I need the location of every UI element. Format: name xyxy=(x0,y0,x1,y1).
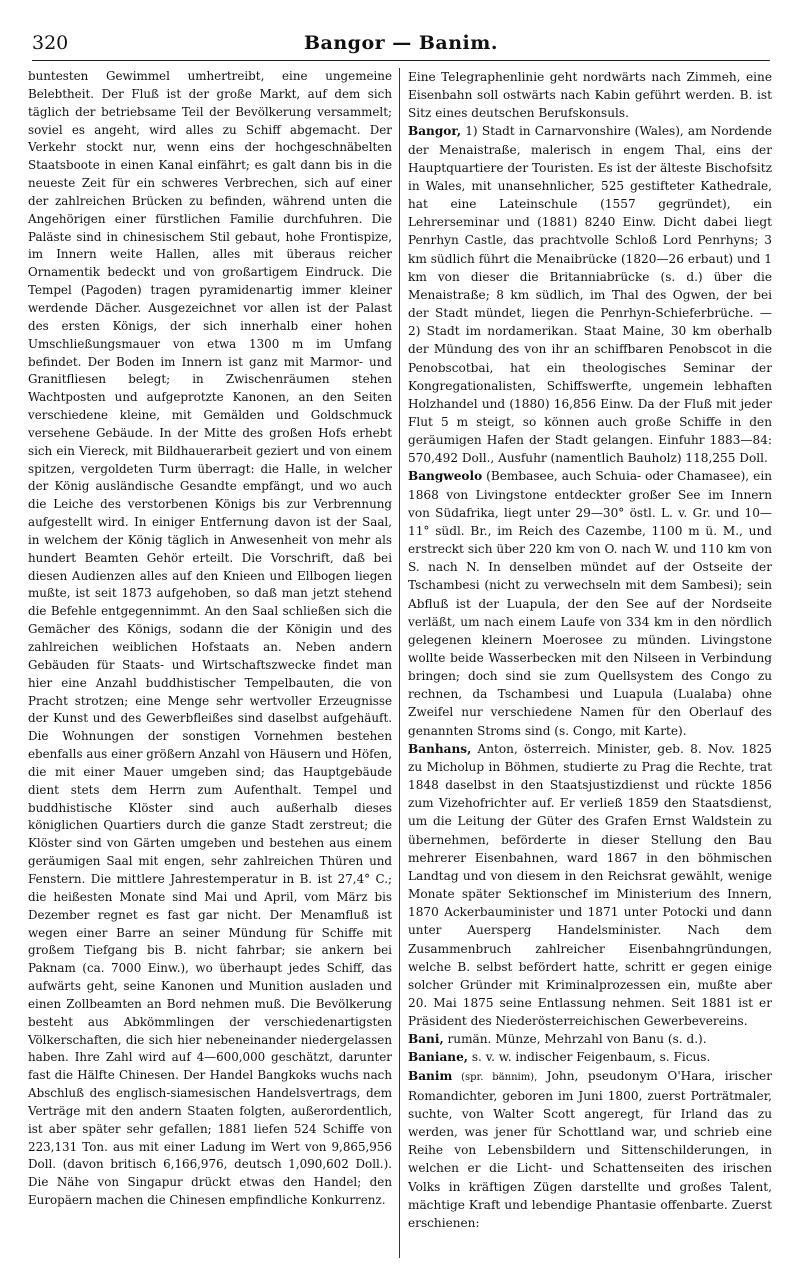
entry-banhans xyxy=(408,740,772,1031)
column-divider xyxy=(399,68,400,1258)
right-column-intro: Eine Telegraphenlinie geht nordwärts nach Zimmeh, eine Eisenbahn soll ostwärts nach Kabin geführt werden. B. ist Sitz eines deutschen Berufskonsuls. xyxy=(408,70,772,121)
entry-headword: Banhans, xyxy=(408,741,472,756)
entry-text: rumän. Münze, Mehrzahl von Banu (s. d.). xyxy=(443,1032,707,1047)
entry-headword: Baniane, xyxy=(408,1050,468,1065)
entry-headword: Bani, xyxy=(408,1032,444,1047)
left-column-text: buntesten Gewimmel umhertreibt, eine ungemeine Belebtheit. Der Fluß ist der große Markt, auf dem sich täglich der betriebsame Teil der Bevölkerung versammelt; soviel es angeht, wird alles zu Schiff abgemacht. Der Verkehr stockt nur, wenn eins der hochgeschnäbelten Staatsboote in einen Kanal einfährt; es galt dann bis in die neueste Zeit für ein schweres Verbrechen, sich auf einer der zahlreichen Brücken zu befinden, während unten die Angehörigen einer fürstlichen Familie durchfuhren. Die Paläste sind in chinesischem Stil gebaut, hohe Frontispize, im Innern weite Hallen, alles mit überaus reicher Ornamentik bedeckt und von großartigem Eindruck. Die Tempel (Pagoden) tragen pyramidenartig immer kleiner werdende Dächer. Ausgezeichnet vor allen ist der Palast des ersten Königs, der sich innerhalb einer hohen Umschließungsmauer von etwa 1300 m im Umfang befindet. Der Boden im Innern ist ganz mit Marmor- und Granitfliesen belegt; in Zwischenräumen stehen Wachtposten und aufgeprotzte Kanonen, an den Seiten verschiedene kleine, mit Gemälden und Goldschmuck versehene Gebäude. In der Mitte des großen Hofs erhebt sich ein Viereck, mit Bildhauerarbeit geziert und von einem spitzen, vergoldeten Turm überragt: die Halle, in welcher der König ausländische Gesandte empfängt, und wo auch die Leiche des verstorbenen Königs bis zur Verbrennung aufgestellt wird. In einiger Entfernung davon ist der Saal, in welchem der König täglich in Anwesenheit von mehr als hundert Beamten Gehör erteilt. Die Vorschrift, daß bei diesen Audienzen alles auf den Knieen und Ellbogen liegen mußte, ist seit 1873 aufgehoben, so daß man jetzt stehend die Befehle entgegennimmt. An den Saal schließen sich die Gemächer des Königs, sodann die der Königin und des zahlreichen weiblichen Hofstaats an. Neben andern Gebäuden für Staats- und Wirtschaftszwecke findet man hier eine Anzahl buddhistischer Tempelbauten, die von Pracht strotzen; eine Menge sehr wertvoller Erzeugnisse der Kunst und des Gewerbfleißes sind daselbst aufgehäuft. Die Wohnungen der sonstigen Vornehmen bestehen ebenfalls aus einer größern Anzahl von Häusern und Höfen, die mit einer Mauer umgeben sind; das Hauptgebäude dient stets dem Herrn zum Aufenthalt. Tempel und buddhistische Klöster sind auch außerhalb dieses königlichen Quartiers durch die ganze Stadt zerstreut; die Klöster sind von Gärten umgeben und bestehen aus einem geräumigen Saal mit engen, sehr zahlreichen Thüren und Fenstern. Die mittlere Jahrestemperatur in B. ist 27,4° C.; die heißesten Monate sind Mai und April, vom März bis Dezember regnet es fast gar nicht. Der Menamfluß ist wegen einer Barre an seiner Mündung für Schiffe mit großem Tiefgang bis B. nicht fahrbar; sie ankern bei Paknam (ca. 7000 Einw.), wo überhaupt jedes Schiff, das aufwärts geht, seine Kanonen und Munition ausladen und einen Zollbeamten an Bord nehmen muß. Die Bevölkerung besteht aus Abkömmlingen der verschiedenartigsten Völkerschaften, die sich hier nebeneinander niedergelassen haben. Ihre Zahl wird auf 4—600,000 geschätzt, darunter fast die Hälfte Chinesen. Der Handel Bangkoks wuchs nach Abschluß des englisch-siamesischen Handelsvertrags, dem Verträge mit den andern Staaten folgten, außerordentlich, ist aber später sehr gefallen; 1881 liefen 524 Schiffe von 223,131 Ton. aus mit einer Ladung im Wert von 9,865,956 Doll. (davon britisch 6,166,976, deutsch 1,090,602 Doll.). Die Nähe von Singapur drückt etwas den Handel; den Europäern machen die Chinesen empfindliche Konkurrenz. xyxy=(28,69,392,1208)
running-head: Bangor — Banim. xyxy=(303,32,498,54)
entry-banim xyxy=(408,1067,772,1232)
entry-headword: Banim xyxy=(408,1068,453,1083)
entry-baniane xyxy=(408,1048,772,1066)
right-column xyxy=(408,68,772,1232)
entry-text: (Bembasee, auch Schuia- oder Chamasee), ein 1868 von Livingstone entdeckter großer See im Innern von Südafrika, liegt unter 29—30° östl. L. v. Gr. und 10—11° südl. Br., im Reich des Cazembe, 1100 m ü. M., und erstreckt sich über 220 km von O. nach W. und 110 km von S. nach N. In denselben mündet auf der Ostseite der Tschambesi (nicht zu verwechseln mit dem Sambesi); sein Abfluß ist der Luapula, der den See auf der Nordseite verläßt, um nach einem Laufe von 334 km in den nördlich gelegenen kleinern Moerosee zu münden. Livingstone wollte beide Wasserbecken mit den Nilseen in Verbindung bringen; doch sind sie zum Quellsystem des Congo zu rechnen, da Tschambesi und Luapula (Lualaba) ohne Zweifel nur verschiedene Namen für den Oberlauf des genannten Stroms sind (s. Congo, mit Karte). xyxy=(408,469,772,738)
entry-text: 1) Stadt in Carnarvonshire (Wales), am Nordende der Menaistraße, malerisch in engem Thal, eins der Hauptquartiere der Touristen. Es ist der älteste Bischofsitz in Wales, mit unansehnlicher, 525 gestifteter Kathedrale, hat eine Lateinschule (1557 gegründet), ein Lehrerseminar und (1881) 8240 Einw. Dicht dabei liegt Penrhyn Castle, das prachtvolle Schloß Lord Penrhyns; 3 km südlich führt die Menaibrücke (1820—26 erbaut) und 1 km von dieser die Britanniabrücke (s. d.) über die Menaistraße; 8 km südlich, im Thal des Ogwen, der bei der Stadt mündet, liegen die Penrhyn-Schieferbrüche. — 2) Stadt im nordamerikan. Staat Maine, 30 km oberhalb der Mündung des von ihr an schiffbaren Penobscot in die Penobscotbai, hat ein theologisches Seminar der Kongregationalisten, Schiffswerfte, ungemein lebhaften Holzhandel und (1880) 16,856 Einw. Da der Fluß mit jeder Flut 5 m steigt, so können auch große Schiffe in den geräumigen Hafen der Stadt gelangen. Einfuhr 1883—84: 570,492 Doll., Ausfuhr (namentlich Bauholz) 118,255 Doll. xyxy=(408,124,772,466)
entry-text: John, pseudonym O'Hara, irischer Romandichter, geboren im Juni 1800, zuerst Porträtmaler, suchte, von Walter Scott angeregt, für Irland das zu werden, was jener für Schottland war, und schrieb eine Reihe von Lebensbildern und Sittenschilderungen, in welchen er die Licht- und Schattenseiten des irischen Volks in kräftigen Zügen darstellte und großes Talent, mächtige Kraft und lebendige Phantasie offenbarte. Zuerst erschienen: xyxy=(408,1068,772,1230)
entry-pronunciation: (spr. bännim), xyxy=(452,1071,538,1083)
left-column xyxy=(28,68,392,1210)
entry-bangweolo xyxy=(408,467,772,739)
entry-headword: Bangweolo xyxy=(408,469,483,484)
page-header xyxy=(32,30,770,61)
entry-text: Anton, österreich. Minister, geb. 8. Nov. 1825 zu Micholup in Böhmen, studierte zu Prag die Rechte, trat 1848 daselbst in den Staatsjustizdienst und rückte 1856 zum Vizehofrichter auf. Er verließ 1859 den Staatsdienst, um die Leitung der Güter des Grafen Ernst Waldstein zu übernehmen, beförderte in dieser Stellung den Bau mehrerer Eisenbahnen, ward 1867 in den böhmischen Landtag und von diesem in den Reichsrat gewählt, wenige Monate später Sektionschef im Ministerium des Innern, 1870 Ackerbauminister und 1871 unter Potocki und dann unter Auersperg Handelsminister. Nach dem Zusammenbruch zahlreicher Eisenbahngründungen, welche B. selbst befördert hatte, schritt er gegen einige solcher Gründer mit Kriminalprozessen ein, mußte aber 20. Mai 1875 seine Entlassung nehmen. Seit 1881 ist er Präsident des Niederösterreichischen Gewerbevereins. xyxy=(408,741,772,1029)
entry-bani xyxy=(408,1030,772,1048)
entry-bangor xyxy=(408,122,772,467)
entry-text: s. v. w. indischer Feigenbaum, s. Ficus. xyxy=(467,1050,711,1065)
page-number: 320 xyxy=(32,32,69,54)
entry-headword: Bangor, xyxy=(408,124,462,139)
